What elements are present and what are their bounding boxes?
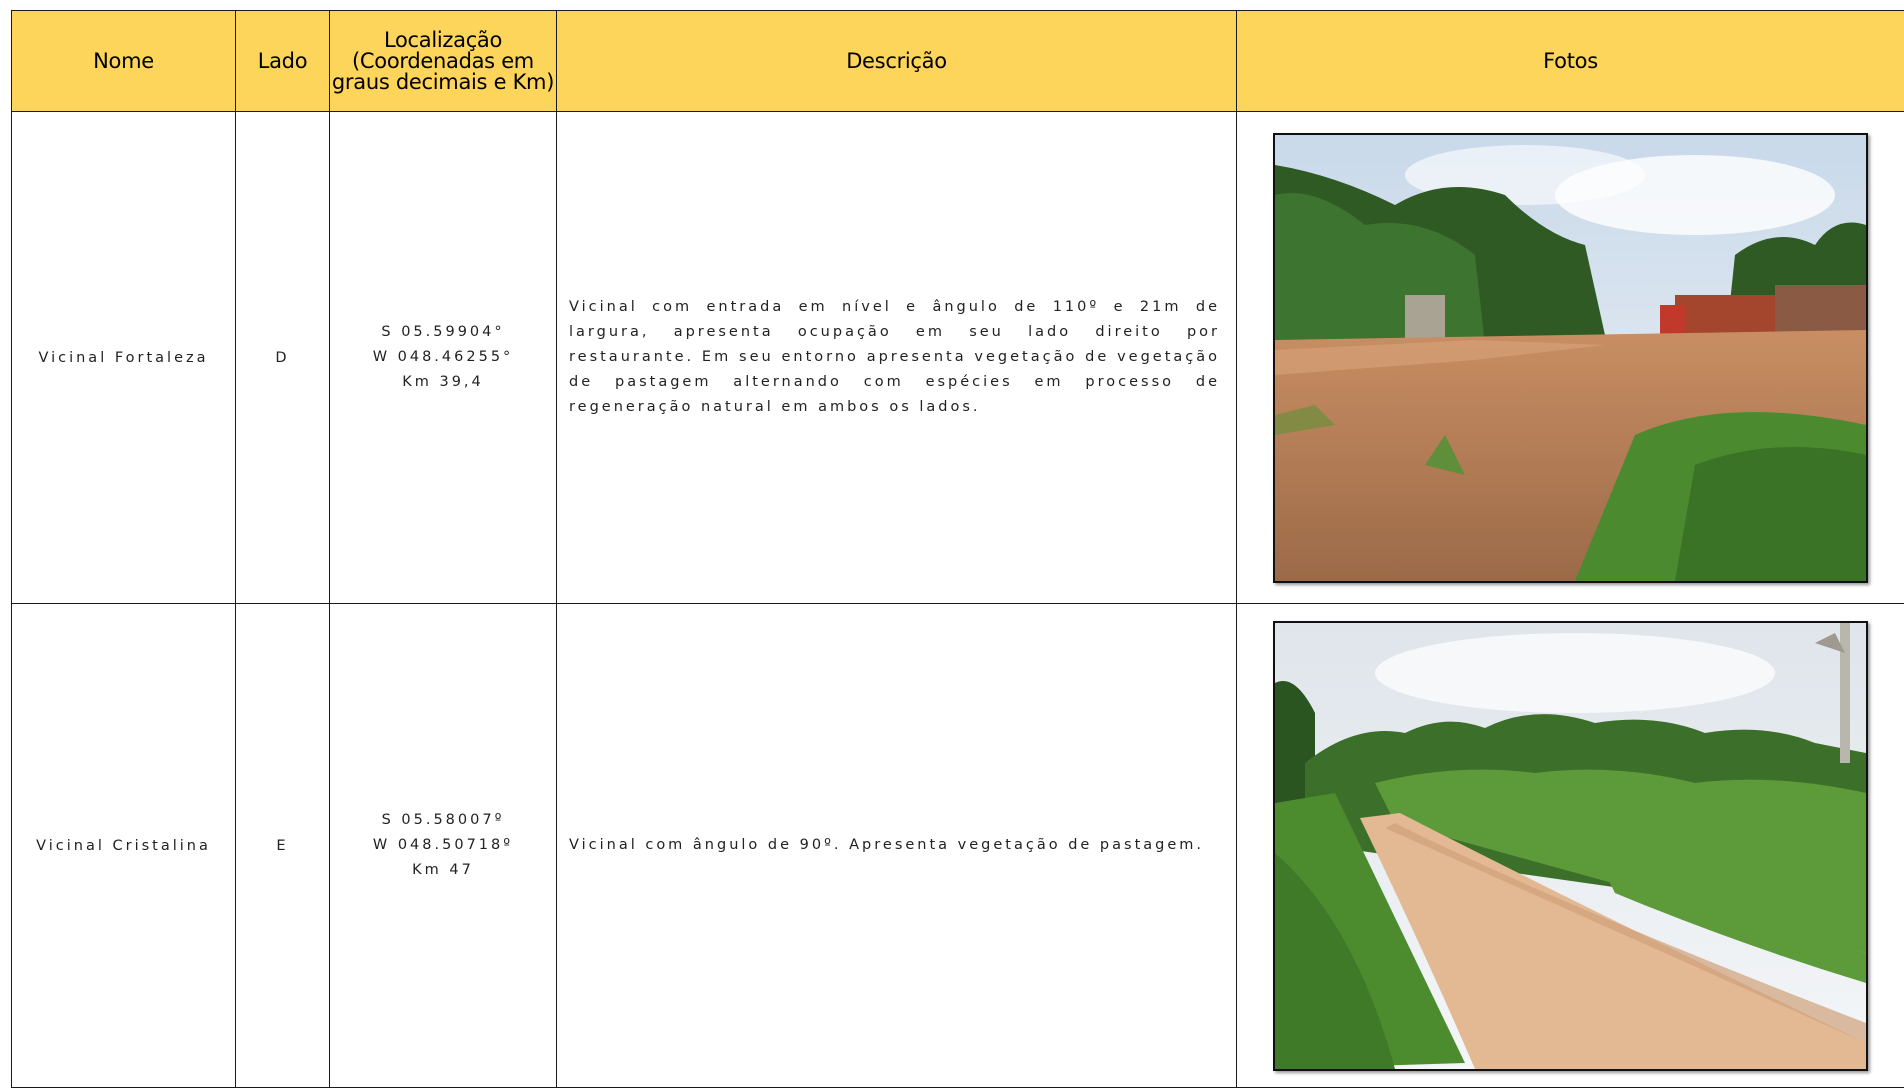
header-row bbox=[12, 11, 1904, 112]
kilometer: Km 39,4 bbox=[402, 374, 484, 390]
table-row bbox=[12, 112, 1904, 604]
photo-road-junction bbox=[1273, 133, 1868, 583]
longitude: W 048.46255° bbox=[372, 349, 514, 365]
latitude: S 05.58007º bbox=[381, 812, 505, 828]
latitude: S 05.59904° bbox=[381, 324, 505, 340]
header-fotos: Fotos bbox=[1237, 11, 1904, 112]
cell-localizacao bbox=[330, 604, 557, 1088]
header-lado: Lado bbox=[236, 11, 330, 112]
photo-dirt-road bbox=[1273, 621, 1868, 1071]
cell-foto bbox=[1237, 112, 1904, 604]
header-localizacao: Localização (Coordenadas em graus decimais e Km) bbox=[330, 11, 557, 112]
header-nome: Nome bbox=[12, 11, 236, 112]
cell-nome: Vicinal Fortaleza bbox=[12, 112, 236, 604]
cell-localizacao bbox=[330, 112, 557, 604]
longitude: W 048.50718º bbox=[372, 837, 514, 853]
cell-descricao: Vicinal com entrada em nível e ângulo de 110º e 21m de largura, apresenta ocupação em seu lado direito por restaurante. Em seu entorno apresenta vegetação de vegetação de pastagem alternando com espécies em processo de regeneração natural em ambos os lados. bbox=[557, 112, 1237, 604]
survey-table bbox=[11, 10, 1904, 1088]
cell-lado: D bbox=[236, 112, 330, 604]
header-descricao: Descrição bbox=[557, 11, 1237, 112]
kilometer: Km 47 bbox=[412, 862, 474, 878]
cell-foto bbox=[1237, 604, 1904, 1088]
cell-descricao: Vicinal com ângulo de 90º. Apresenta vegetação de pastagem. bbox=[557, 604, 1237, 1088]
cell-nome: Vicinal Cristalina bbox=[12, 604, 236, 1088]
table-row bbox=[12, 604, 1904, 1088]
cell-lado: E bbox=[236, 604, 330, 1088]
